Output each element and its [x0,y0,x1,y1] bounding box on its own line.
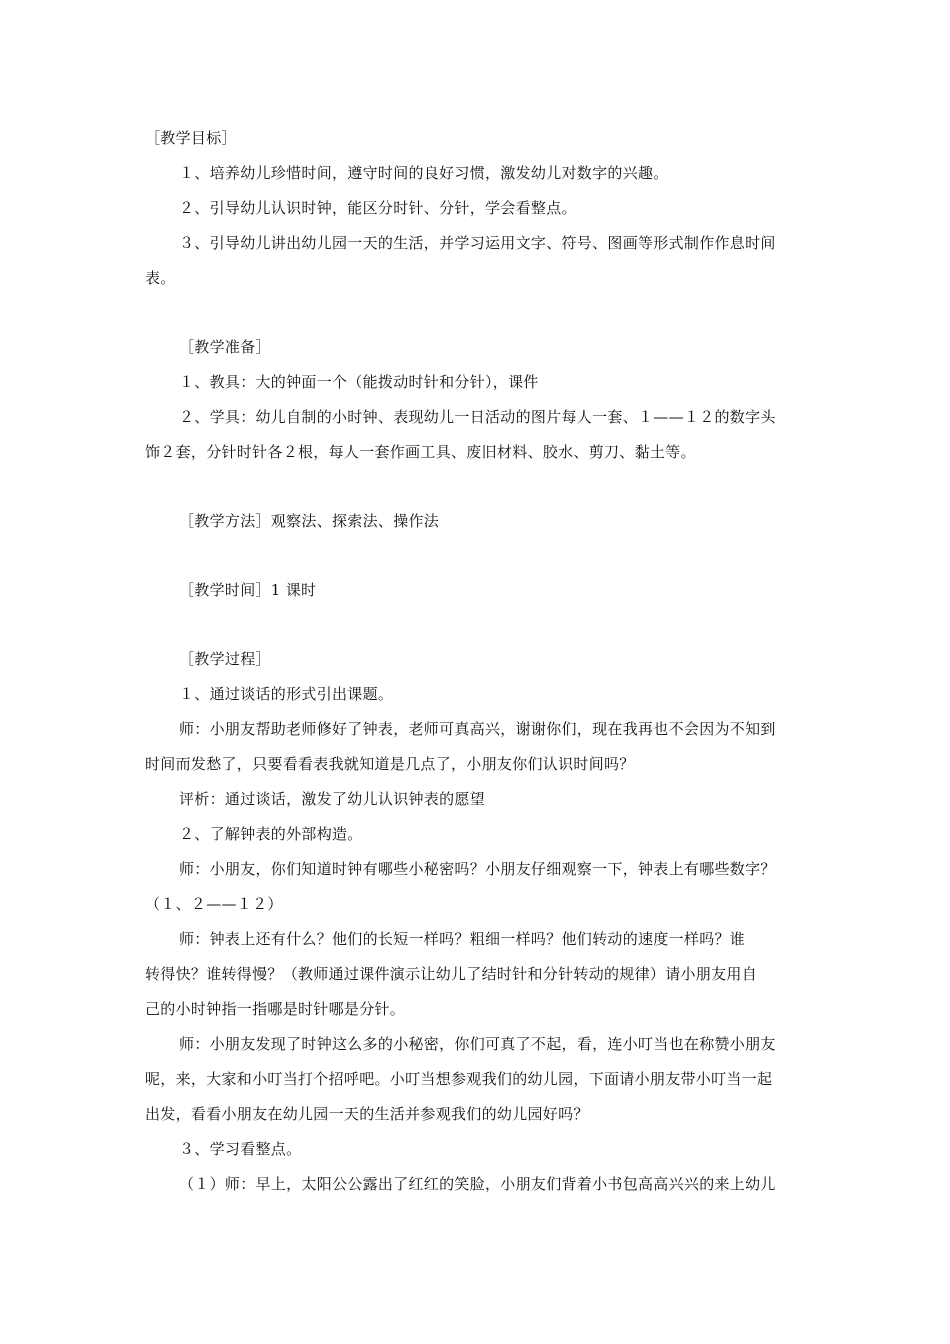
time-line: ［教学时间］1 课时 [179,581,317,599]
method-line: ［教学方法］观察法、探索法、操作法 [179,512,440,530]
process-comment: 评析：通过谈话，激发了幼儿认识钟表的愿望 [179,790,486,808]
process-paragraph-1-line-2: 时间而发愁了，只要看看表我就知道是几点了，小朋友你们认识时间吗？ [145,755,635,773]
process-step-3: ３、学习看整点。 [179,1140,302,1158]
process-heading: ［教学过程］ [179,650,271,668]
process-step-1: １、通过谈话的形式引出课题。 [179,685,394,703]
preparation-item-1: １、教具：大的钟面一个（能拨动时针和分针），课件 [179,373,539,391]
preparation-item-2-line-2: 饰２套，分针时针各２根，每人一套作画工具、废旧材料、胶水、剪刀、黏土等。 [145,443,696,461]
process-paragraph-4-line-2: 呢，来，大家和小叮当打个招呼吧。小叮当想参观我们的幼儿园，下面请小朋友带小叮当一起 [145,1070,773,1088]
process-paragraph-2-line-2: （１、２——１２） [145,895,283,913]
process-paragraph-1-line-1: 师：小朋友帮助老师修好了钟表，老师可真高兴，谢谢你们，现在我再也不会因为不知到 [179,720,776,738]
preparation-heading: ［教学准备］ [179,338,271,356]
process-paragraph-2-line-1: 师：小朋友，你们知道时钟有哪些小秘密吗？小朋友仔细观察一下，钟表上有哪些数字？ [179,860,776,878]
process-paragraph-3-line-3: 己的小时钟指一指哪是时针哪是分针。 [145,1000,406,1018]
process-paragraph-4-line-1: 师：小朋友发现了时钟这么多的小秘密，你们可真了不起，看，连小叮当也在称赞小朋友 [179,1035,776,1053]
goals-heading: ［教学目标］ [145,129,237,147]
process-step-2: ２、了解钟表的外部构造。 [179,825,363,843]
goals-item-1: １、培养幼儿珍惜时间，遵守时间的良好习惯，激发幼儿对数字的兴趣。 [179,164,669,182]
process-paragraph-4-line-3: 出发，看看小朋友在幼儿园一天的生活并参观我们的幼儿园好吗？ [145,1105,589,1123]
goals-item-3-line-2: 表。 [145,269,176,287]
goals-item-2: ２、引导幼儿认识时钟，能区分时针、分针，学会看整点。 [179,199,577,217]
process-paragraph-3-line-2: 转得快？谁转得慢？（教师通过课件演示让幼儿了结时针和分针转动的规律）请小朋友用自 [145,965,758,983]
preparation-item-2-line-1: ２、学具：幼儿自制的小时钟、表现幼儿一日活动的图片每人一套、１——１２的数字头 [179,408,776,426]
process-paragraph-3-line-1: 师：钟表上还有什么？他们的长短一样吗？粗细一样吗？他们转动的速度一样吗？谁 [179,930,746,948]
process-paragraph-5-line-1: （１）师：早上，太阳公公露出了红红的笑脸，小朋友们背着小书包高高兴兴的来上幼儿 [179,1175,776,1193]
goals-item-3-line-1: ３、引导幼儿讲出幼儿园一天的生活，并学习运用文字、符号、图画等形式制作作息时间 [179,234,776,252]
